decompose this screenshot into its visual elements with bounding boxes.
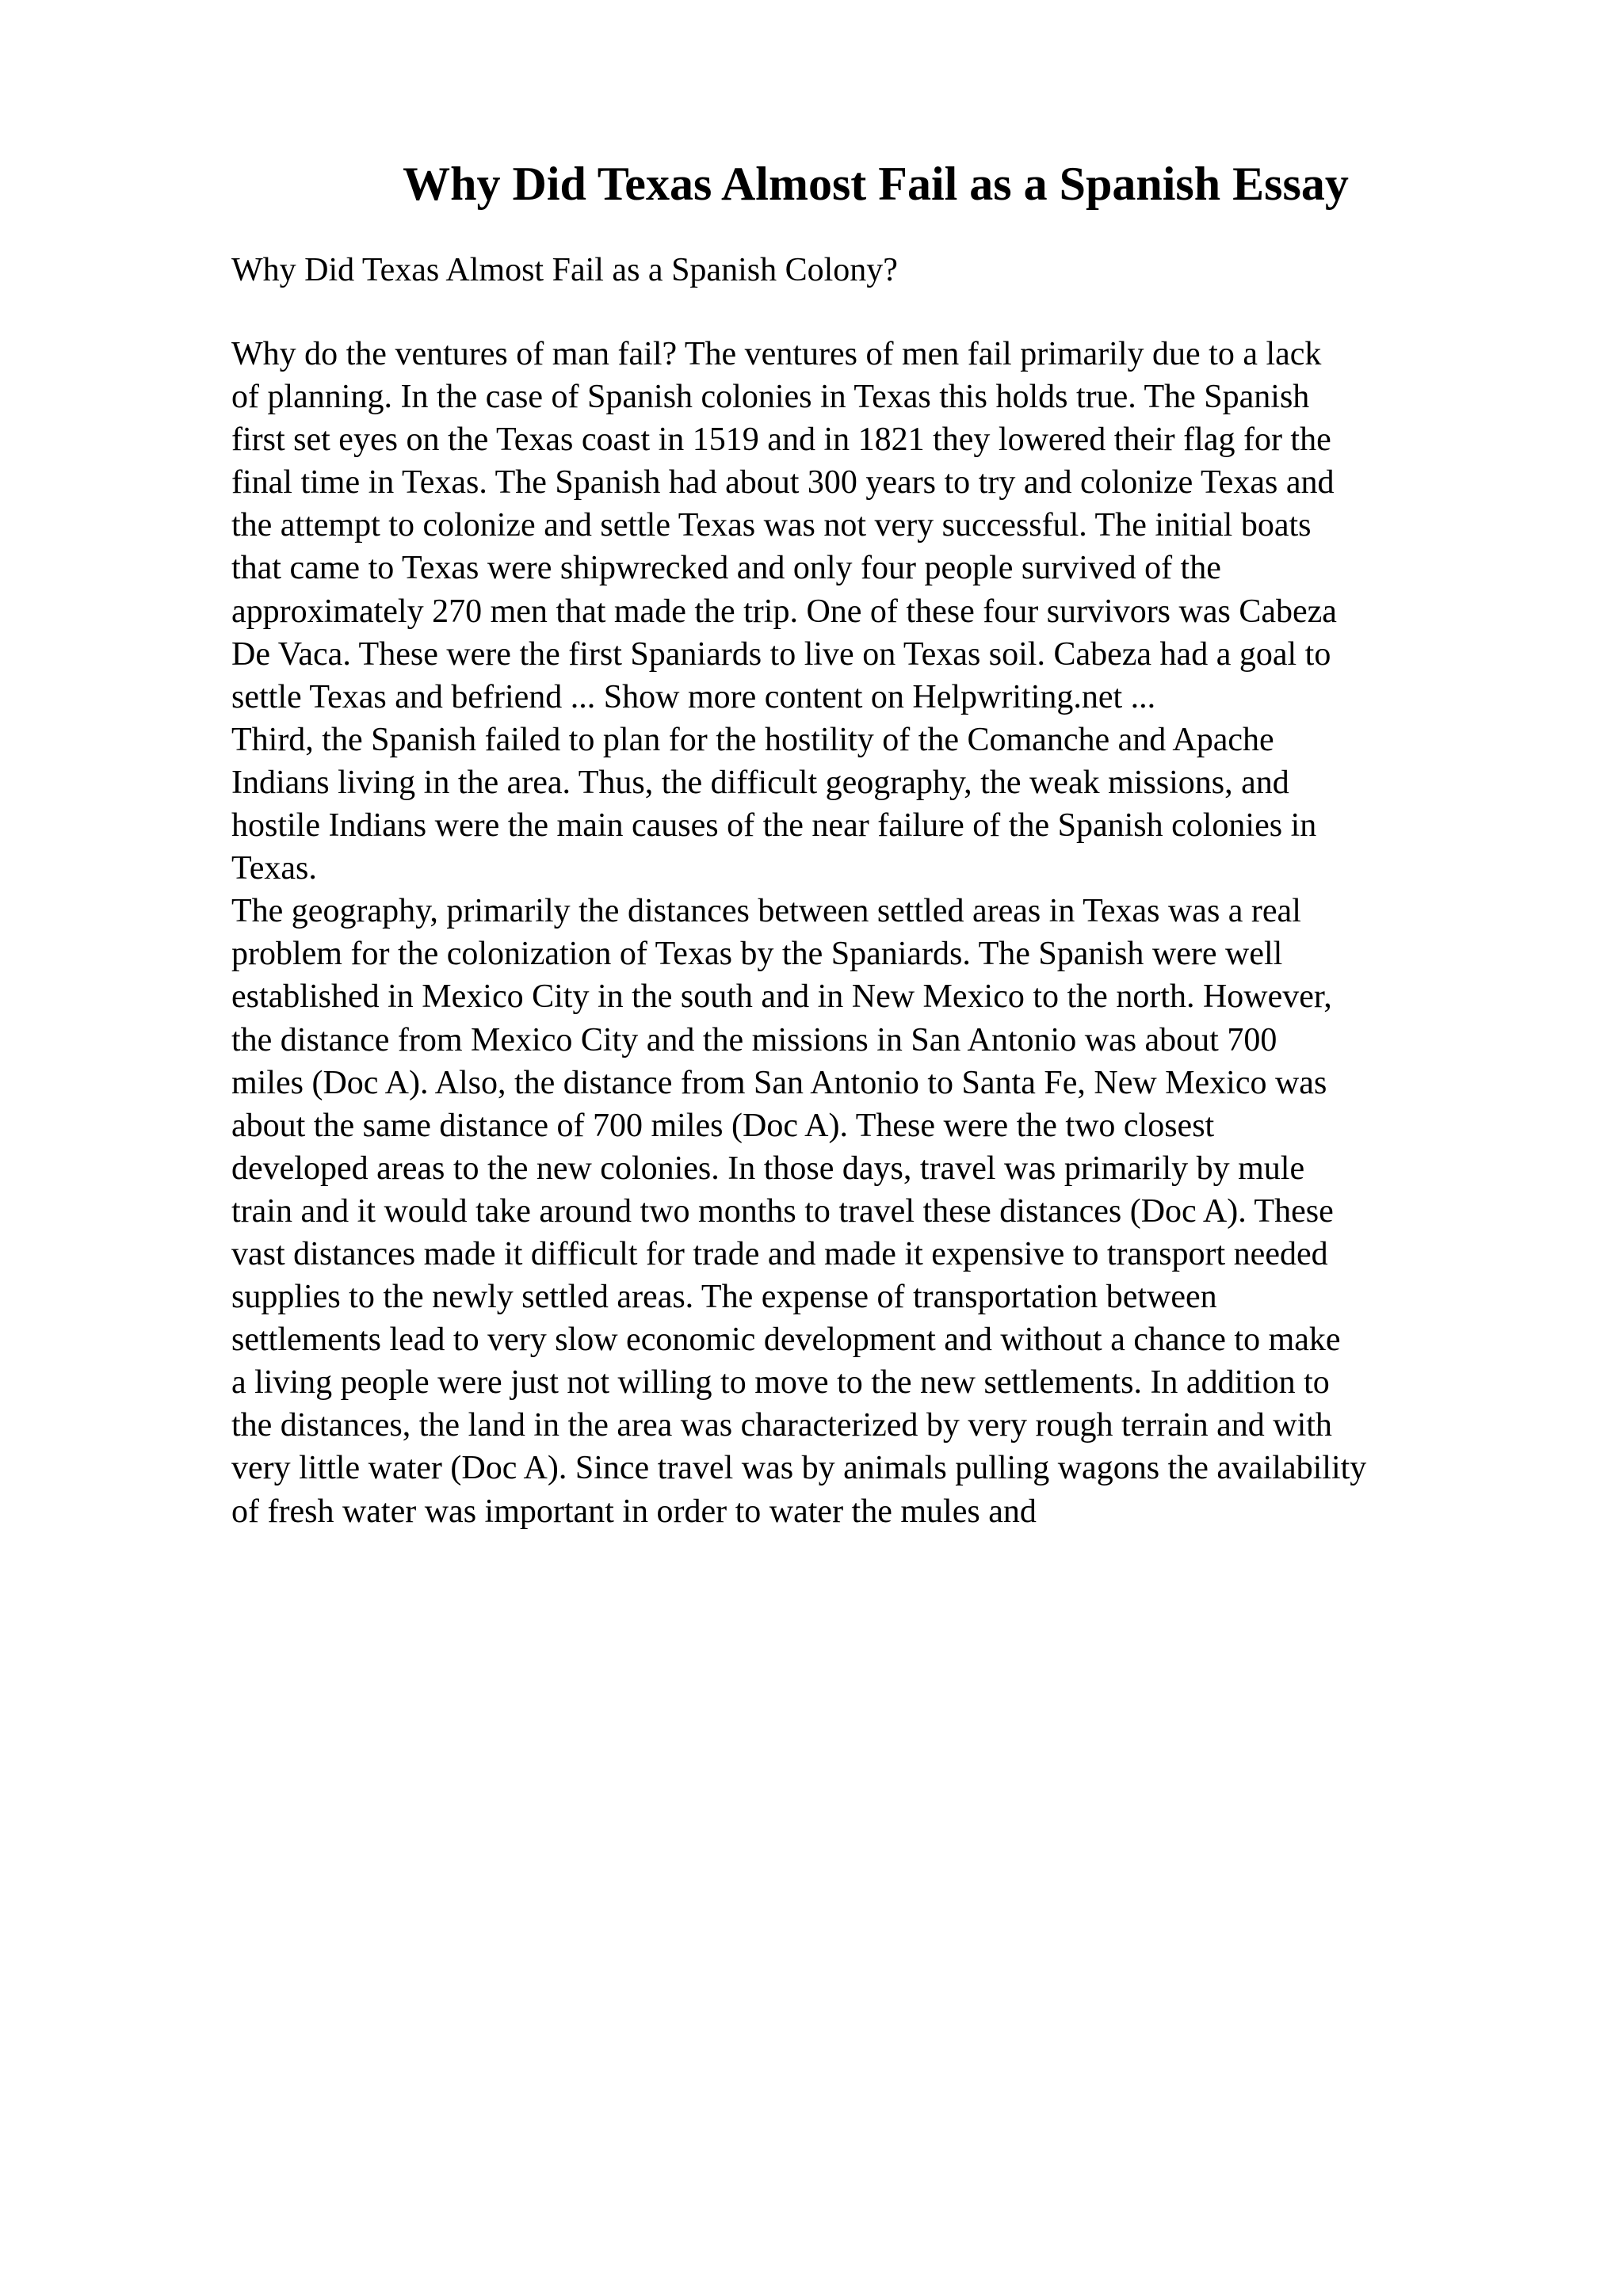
text-line: settlements lead to very slow economic development and without a chance to make [231,1322,1341,1359]
text-line: Texas. [231,850,317,887]
text-line: approximately 270 men that made the trip. One of these four survivors was Cabeza [231,593,1337,630]
document-title: Why Did Texas Almost Fail as a Spanish Essay [403,158,1349,210]
text-line: very little water (Doc A). Since travel was by animals pulling wagons the availability [231,1450,1367,1487]
essay-body [231,333,1579,1533]
text-line: Indians living in the area. Thus, the difficult geography, the weak missions, and [231,764,1289,801]
text-line: The geography, primarily the distances between settled areas in Texas was a real [231,893,1301,930]
text-line: supplies to the newly settled areas. The expense of transportation between [231,1279,1217,1316]
text-line: Why do the ventures of man fail? The ventures of men fail primarily due to a lack [231,336,1322,372]
text-line: the attempt to colonize and settle Texas was not very successful. The initial boats [231,507,1312,544]
text-line: problem for the colonization of Texas by the Spaniards. The Spanish were well [231,936,1283,973]
text-line: of planning. In the case of Spanish colonies in Texas this holds true. The Spanish [231,379,1310,416]
text-line: hostile Indians were the main causes of the near failure of the Spanish colonies in [231,807,1317,845]
text-line: developed areas to the new colonies. In those days, travel was primarily by mule [231,1150,1305,1187]
text-line: first set eyes on the Texas coast in 1519 and in 1821 they lowered their flag for the [231,421,1331,459]
text-line: final time in Texas. The Spanish had about 300 years to try and colonize Texas and [231,464,1335,502]
text-line: the distances, the land in the area was characterized by very rough terrain and with [231,1407,1332,1444]
text-line: that came to Texas were shipwrecked and only four people survived of the [231,550,1221,587]
text-line: Third, the Spanish failed to plan for the hostility of the Comanche and Apache [231,721,1274,758]
text-line: of fresh water was important in order to water the mules and [231,1493,1037,1530]
text-line: about the same distance of 700 miles (Doc A). These were the two closest [231,1107,1215,1144]
text-line: established in Mexico City in the south and in New Mexico to the north. However, [231,978,1332,1016]
text-line: De Vaca. These were the first Spaniards to live on Texas soil. Cabeza had a goal to [231,635,1331,673]
text-line: a living people were just not willing to move to the new settlements. In addition to [231,1364,1330,1402]
text-line: miles (Doc A). Also, the distance from San Antonio to Santa Fe, New Mexico was [231,1064,1327,1101]
text-line: the distance from Mexico City and the missions in San Antonio was about 700 [231,1021,1277,1058]
text-line: train and it would take around two months to travel these distances (Doc A). These [231,1192,1334,1230]
document-subtitle: Why Did Texas Almost Fail as a Spanish Colony? [231,252,898,288]
text-line: vast distances made it difficult for trade and made it expensive to transport needed [231,1235,1328,1272]
text-line: settle Texas and befriend ... Show more content on Helpwriting.net ... [231,678,1156,715]
